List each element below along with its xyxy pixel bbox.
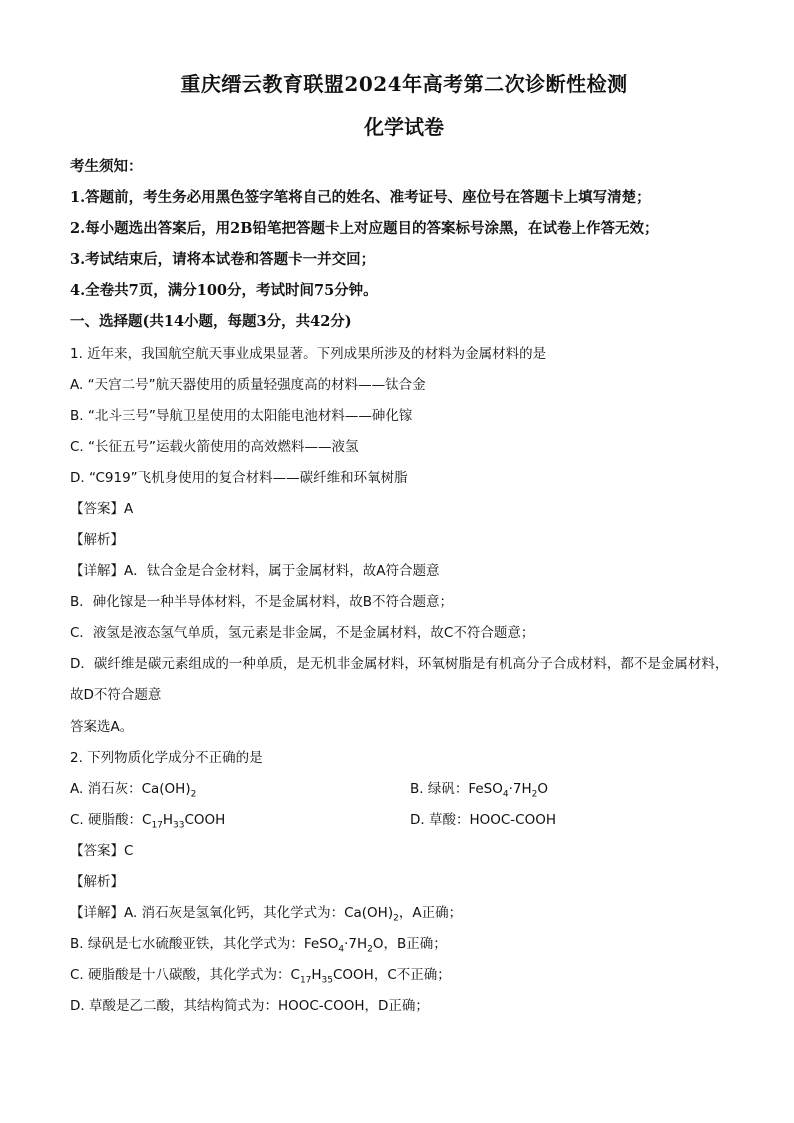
- page-subtitle: 化学试卷: [364, 115, 444, 139]
- option-row: [70, 811, 738, 829]
- question-stem: 1. 近年来，我国航空航天事业成果显著。下列成果所涉及的材料为金属材料的是: [70, 346, 547, 362]
- notice-item: 3.考试结束后，请将本试卷和答题卡一并交回；: [70, 251, 376, 268]
- question-option: A. 消石灰：$Ca(OH)_2$: [70, 781, 197, 800]
- detail-text: D. 草酸是乙二酸，其结构简式为：HOOC-COOH，D正确；: [70, 998, 429, 1014]
- question-option: C. 硬脂酸：$C_{17}H_{33}COOH$: [70, 812, 226, 831]
- notice-heading: 考生须知：: [70, 158, 143, 175]
- detail-line: 【详解】A. 消石灰是氢氧化钙，其化学式为：$Ca(OH)_2$，A正确；: [70, 905, 463, 924]
- answer-line: [70, 842, 738, 860]
- detail-line: [70, 562, 738, 580]
- question-option: B. 绿矾：$FeSO_4\cdot 7H_2O$: [410, 781, 549, 800]
- detail-text: B．砷化镓是一种半导体材料，不是金属材料，故B不符合题意；: [70, 594, 454, 610]
- answer-line: [70, 500, 738, 518]
- question-option: D. “C919”飞机身使用的复合材料——碳纤维和环氧树脂: [70, 470, 408, 486]
- question-option: D. 草酸：HOOC-COOH: [410, 812, 557, 828]
- notice-item: 4.全卷共7页，满分100分，考试时间75分钟。: [70, 282, 378, 299]
- answer-value: C: [124, 843, 134, 859]
- question-option: C. “长征五号”运载火箭使用的高效燃料——液氢: [70, 439, 359, 455]
- question-stem: 2. 下列物质化学成分不正确的是: [70, 750, 263, 766]
- analysis-tag: 【解析】: [70, 874, 124, 890]
- page-title: 重庆缙云教育联盟2024年高考第二次诊断性检测: [180, 72, 628, 96]
- detail-tag: 【详解】: [70, 905, 124, 921]
- answer-tag: 【答案】: [70, 501, 124, 517]
- option-row: [70, 780, 738, 798]
- detail-text: C. 硬脂酸是十八碳酸，其化学式为：$C_{17}H_{35}COOH$，C不正确；: [70, 967, 451, 986]
- question-option: A. “天宫二号”航天器使用的质量轻强度高的材料——钛合金: [70, 377, 426, 393]
- detail-text: D．碳纤维是碳元素组成的一种单质，是无机非金属材料，环氧树脂是有机高分子合成材料，都不是金属材料，故D不符合题意: [70, 656, 729, 703]
- conclusion: 答案选A。: [70, 719, 134, 735]
- detail-text: A．钛合金是合金材料，属于金属材料，故A符合题意: [124, 563, 440, 579]
- section-title: 一、选择题(共14小题，每题3分，共42分): [70, 313, 352, 330]
- detail-tag: 【详解】: [70, 563, 124, 579]
- detail-text: B. 绿矾是七水硫酸亚铁，其化学式为：$FeSO_4\cdot 7H_2O$，B正确；: [70, 936, 447, 955]
- answer-value: A: [124, 501, 134, 517]
- answer-tag: 【答案】: [70, 843, 124, 859]
- notice-item: 1.答题前，考生务必用黑色签字笔将自己的姓名、准考证号、座位号在答题卡上填写清楚；: [70, 189, 651, 206]
- question-option: B. “北斗三号”导航卫星使用的太阳能电池材料——砷化镓: [70, 408, 413, 424]
- detail-text: C．液氢是液态氢气单质，氢元素是非金属，不是金属材料，故C不符合题意；: [70, 625, 535, 641]
- analysis-tag: 【解析】: [70, 532, 124, 548]
- notice-item: 2.每小题选出答案后，用2B铅笔把答题卡上对应题目的答案标号涂黑，在试卷上作答无效；: [70, 220, 659, 237]
